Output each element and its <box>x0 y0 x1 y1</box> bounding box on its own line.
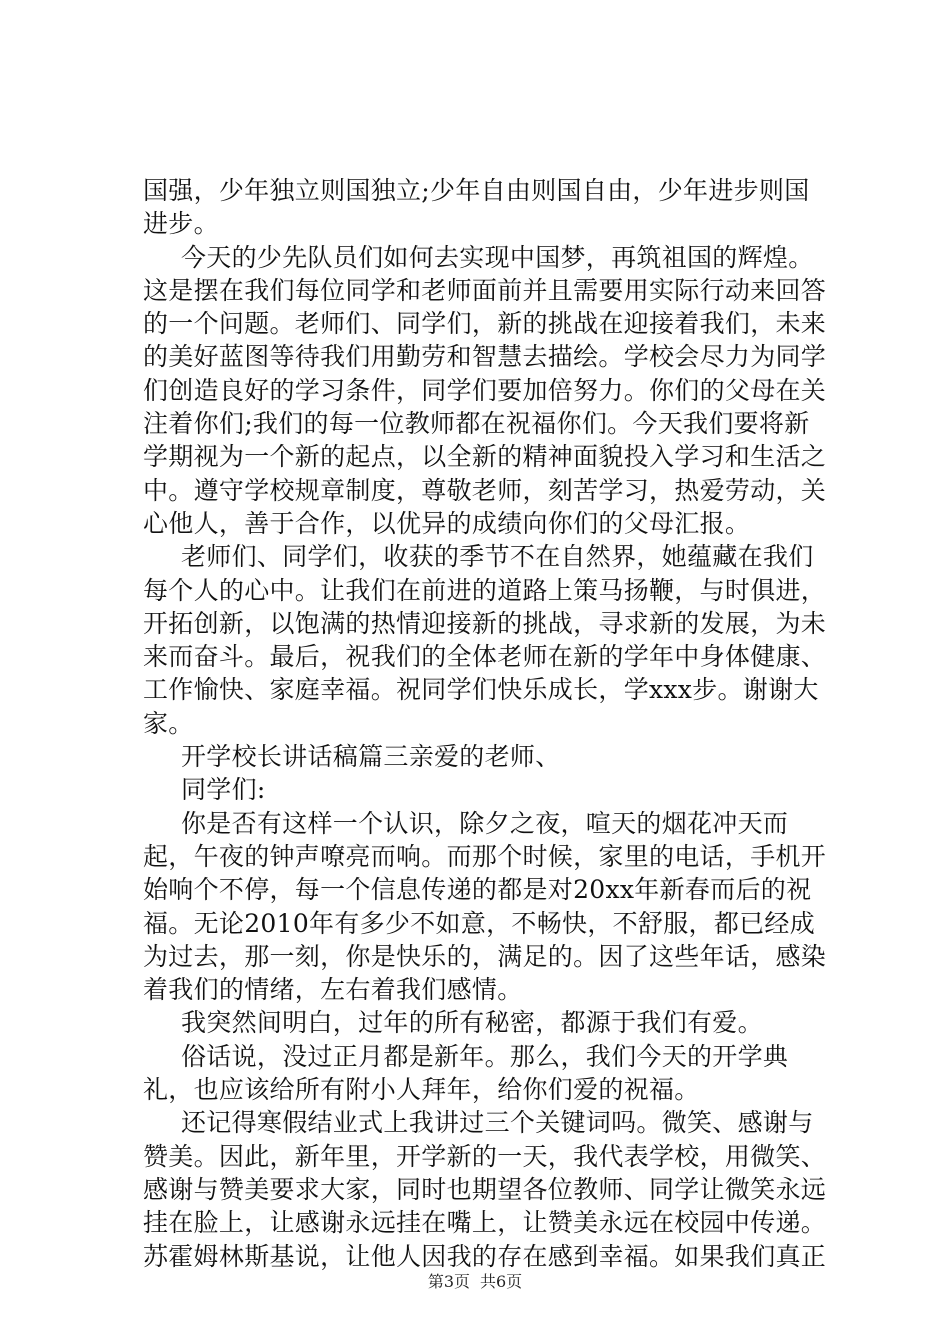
paragraph-continuation: 国强，少年独立则国独立;少年自由则国自由，少年进步则国进步。 <box>143 176 810 239</box>
paragraph-keywords: 还记得寒假结业式上我讲过三个关键词吗。微笑、感谢与赞美。因此，新年里，开学新的一天，我代表学校，用微笑、感谢与赞美要求大家，同时也期望各位教师、同学让微笑永远挂在脸上，让感谢永远挂在嘴上，让赞美永远在校园中传递。苏霍姆林斯基说，让他人因我的存在感到幸福。如果我们真正 <box>143 1108 827 1271</box>
page-footer <box>0 1272 950 1292</box>
paragraph-new-year-eve: 你是否有这样一个认识，除夕之夜，喧天的烟花冲天而起，午夜的钟声嘹亮而响。而那个时候，家里的电话，手机开始响个不停，每一个信息传递的都是对20xx年新春而后的祝福。无论2010年有多少不如意，不畅快，不舒服，都已经成为过去，那一刻，你是快乐的，满足的。因了这些年话，感染着我们的情绪，左右着我们感情。 <box>143 808 827 1005</box>
paragraph-new-year-greeting: 俗话说，没过正月都是新年。那么，我们今天的开学典礼，也应该给所有附小人拜年，给你们爱的祝福。 <box>143 1041 789 1105</box>
page-number: 第3页 <box>427 1272 470 1291</box>
document-body <box>143 174 833 1273</box>
paragraph-harvest-season: 老师们、同学们，收获的季节不在自然界，她蕴藏在我们每个人的心中。让我们在前进的道路上策马扬鞭，与时俱进，开拓创新，以饱满的热情迎接新的挑战，寻求新的发展，为未来而奋斗。最后，祝我们的全体老师在新的学年中身体健康、工作愉快、家庭幸福。祝同学们快乐成长，学xxx步。谢谢大家。 <box>143 542 827 738</box>
section-heading: 开学校长讲话稿篇三亲爱的老师、 <box>181 742 561 772</box>
page-total: 共6页 <box>480 1272 523 1291</box>
paragraph-secret-of-love: 我突然间明白，过年的所有秘密，都源于我们有爱。 <box>181 1008 763 1038</box>
salutation: 同学们: <box>181 775 266 805</box>
paragraph-chinese-dream: 今天的少先队员们如何去实现中国梦，再筑祖国的辉煌。这是摆在我们每位同学和老师面前并且需要用实际行动来回答的一个问题。老师们、同学们，新的挑战在迎接着我们，未来的美好蓝图等待我们用勤劳和智慧去描绘。学校会尽力为同学们创造良好的学习条件，同学们要加倍努力。你们的父母在关注着你们;我们的每一位教师都在祝福你们。今天我们要将新学期视为一个新的起点，以全新的精神面貌投入学习和生活之中。遵守学校规章制度，尊敬老师，刻苦学习，热爱劳动，关心他人，善于合作，以优异的成绩向你们的父母汇报。 <box>143 242 827 538</box>
